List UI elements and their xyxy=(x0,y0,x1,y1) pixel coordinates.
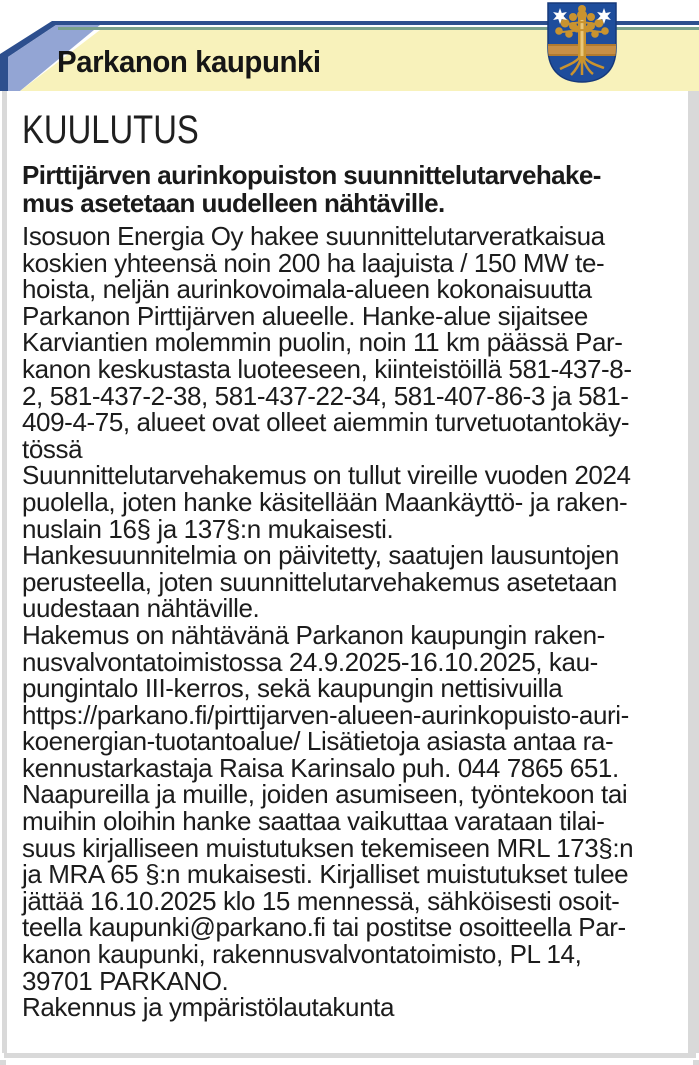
body-line: Isosuon Energia Oy hakee suunnittelutarveratkaisua xyxy=(22,221,605,251)
body-line: Hakemus on nähtävänä Parkanon kaupungin raken- xyxy=(22,619,605,650)
body-line: Parkanon Pirttijärven alueelle. Hanke-alue sijaitsee xyxy=(22,300,588,331)
body-line: kanon keskustasta luoteeseen, kiinteistöillä 581-437-8- xyxy=(22,353,632,384)
parkano-coat-of-arms-icon xyxy=(546,2,618,84)
clip-edge-artifact-right xyxy=(693,1060,699,1065)
body-line: koskien yhteensä noin 200 ha laajuista / 150 MW te- xyxy=(22,247,605,278)
body-line: 409-4-75, alueet ovat olleet aiemmin turvetuotantokäy- xyxy=(22,407,630,438)
body-line: 39701 PARKANO. xyxy=(22,965,229,996)
body-line: nusvalvontatoimistossa 24.9.2025-16.10.2025, kau- xyxy=(22,646,598,677)
body-line: pungintalo III-kerros, sekä kaupungin nettisivuilla xyxy=(22,673,563,704)
body-line: teella kaupunki@parkano.fi tai postitse osoitteella Par- xyxy=(22,912,626,943)
body-line: hoista, neljän aurinkovoimala-alueen kokonaisuutta xyxy=(22,274,592,305)
body-line: muihin oloihin hanke saattaa vaikuttaa varataan tilai- xyxy=(22,806,605,837)
municipality-name: Parkanon kaupunki xyxy=(57,44,321,79)
body-line: koenergian-tuotantoalue/ Lisätietoja asiasta antaa ra- xyxy=(22,726,614,757)
body-line: uudestaan nähtäville. xyxy=(22,593,260,624)
body-line: 2, 581-437-2-38, 581-437-22-34, 581-407-86-3 ja 581- xyxy=(22,380,629,411)
body-line: Karviantien molemmin puolin, noin 11 km päässä Par- xyxy=(22,327,623,358)
body-line: suus kirjalliseen muistutuksen tekemiseen MRL 173§:n xyxy=(22,832,634,863)
clip-edge-artifact-left xyxy=(0,1060,6,1065)
notice-subtitle xyxy=(22,161,672,217)
clip-edge-left xyxy=(2,91,7,1053)
body-line: Suunnittelutarvehakemus on tullut vireille vuoden 2024 xyxy=(22,460,631,491)
body-line: kennustarkastaja Raisa Karinsalo puh. 044 7865 651. xyxy=(22,752,619,783)
body-line: puolella, joten hanke käsitellään Maankäyttö- ja raken- xyxy=(22,486,628,517)
body-line: ja MRA 65 §:n mukaisesti. Kirjalliset muistutukset tulee xyxy=(22,859,629,890)
body-line: Naapureilla ja muille, joiden asumiseen, työntekoon tai xyxy=(22,779,628,810)
clip-edge-right xyxy=(688,91,699,1053)
body-line: perusteella, joten suunnittelutarvehakemus asetetaan xyxy=(22,566,617,597)
body-line: nuslain 16§ ja 137§:n mukaisesti. xyxy=(22,513,394,544)
body-line: Rakennus ja ympäristölautakunta xyxy=(22,992,395,1023)
body-line: tössä xyxy=(22,433,83,464)
body-line: Hankesuunnitelmia on päivitetty, saatujen lausuntojen xyxy=(22,540,619,571)
notice-body xyxy=(22,223,672,1021)
notice-content xyxy=(22,108,672,1021)
body-line: jättää 16.10.2025 klo 15 mennessä, sähköisesti osoit- xyxy=(22,885,620,916)
body-line: https://parkano.fi/pirttijarven-alueen-aurinkopuisto-auri- xyxy=(22,699,629,730)
clip-edge-bottom xyxy=(4,1053,696,1058)
subtitle-line: mus asetetaan uudelleen nähtäville. xyxy=(22,188,445,218)
subtitle-line: Pirttijärven aurinkopuiston suunnittelutarvehake- xyxy=(22,160,601,190)
notice-title: KUULUTUS xyxy=(22,108,199,152)
body-line: kanon kaupunki, rakennusvalvontatoimisto, PL 14, xyxy=(22,939,582,970)
